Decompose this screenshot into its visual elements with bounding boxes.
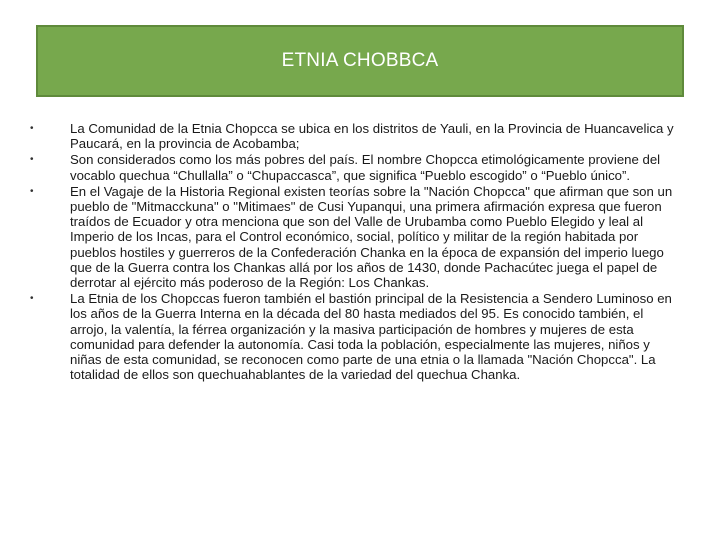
bullet-list <box>30 121 680 383</box>
bullet-item <box>30 152 680 182</box>
bullet-icon: • <box>30 293 34 305</box>
title-banner <box>36 25 684 97</box>
slide-title: ETNIA CHOBBCA <box>281 50 439 71</box>
bullet-text: La Comunidad de la Etnia Chopcca se ubica en los distritos de Yauli, en la Provincia de Huancavelica y Paucará, en la provincia de Acobamba; <box>70 121 674 152</box>
bullet-item <box>30 184 680 290</box>
bullet-icon: • <box>30 185 34 197</box>
bullet-text: La Etnia de los Chopccas fueron también el bastión principal de la Resistencia a Sendero Luminoso en los años de la Guerra Interna en la década del 80 hasta mediados del 95. Es conocido también, el arrojo, la valentía, la férrea organización y la masiva participación de hombres y mujeres de esta comunidad para defender la autonomía. Casi toda la población, especialmente las mujeres, niños y niñas de esta comunidad, se reconocen como parte de una etnia o la llamada "Nación Chopcca". La totalidad de ellos son quechuahablantes de la variedad del quechua Chanka. <box>70 291 672 383</box>
bullet-text: Son considerados como los más pobres del país. El nombre Chopcca etimológicamente proviene del vocablo quechua “Chullalla” o “Chupaccasca”, que significa “Pueblo escogido” o “Pueblo único”. <box>70 152 661 183</box>
bullet-item <box>30 121 680 151</box>
bullet-icon: • <box>30 123 34 134</box>
bullet-text: En el Vagaje de la Historia Regional existen teorías sobre la "Nación Chopcca" que afirman que son un pueblo de "Mitmacckuna" o "Mitimaes" de Cusi Yupanqui, una primera afirmación expresa que fueron traídos de Ecuador y otra menciona que son del Valle de Urubamba como Pueblo Elegido y leal al Imperio de los Incas, para el Control económico, social, político y militar de la región habitada por pueblos hostiles y guerreros de la Confederación Chanka en la época de expansión del imperio luego que de la Guerra contra los Chankas allá por los años de 1430, donde Pachacútec juega el papel de derrotar al ejército más poderoso de la Región: Los Chankas. <box>70 183 673 291</box>
bullet-icon: • <box>30 154 34 166</box>
bullet-item <box>30 291 680 382</box>
